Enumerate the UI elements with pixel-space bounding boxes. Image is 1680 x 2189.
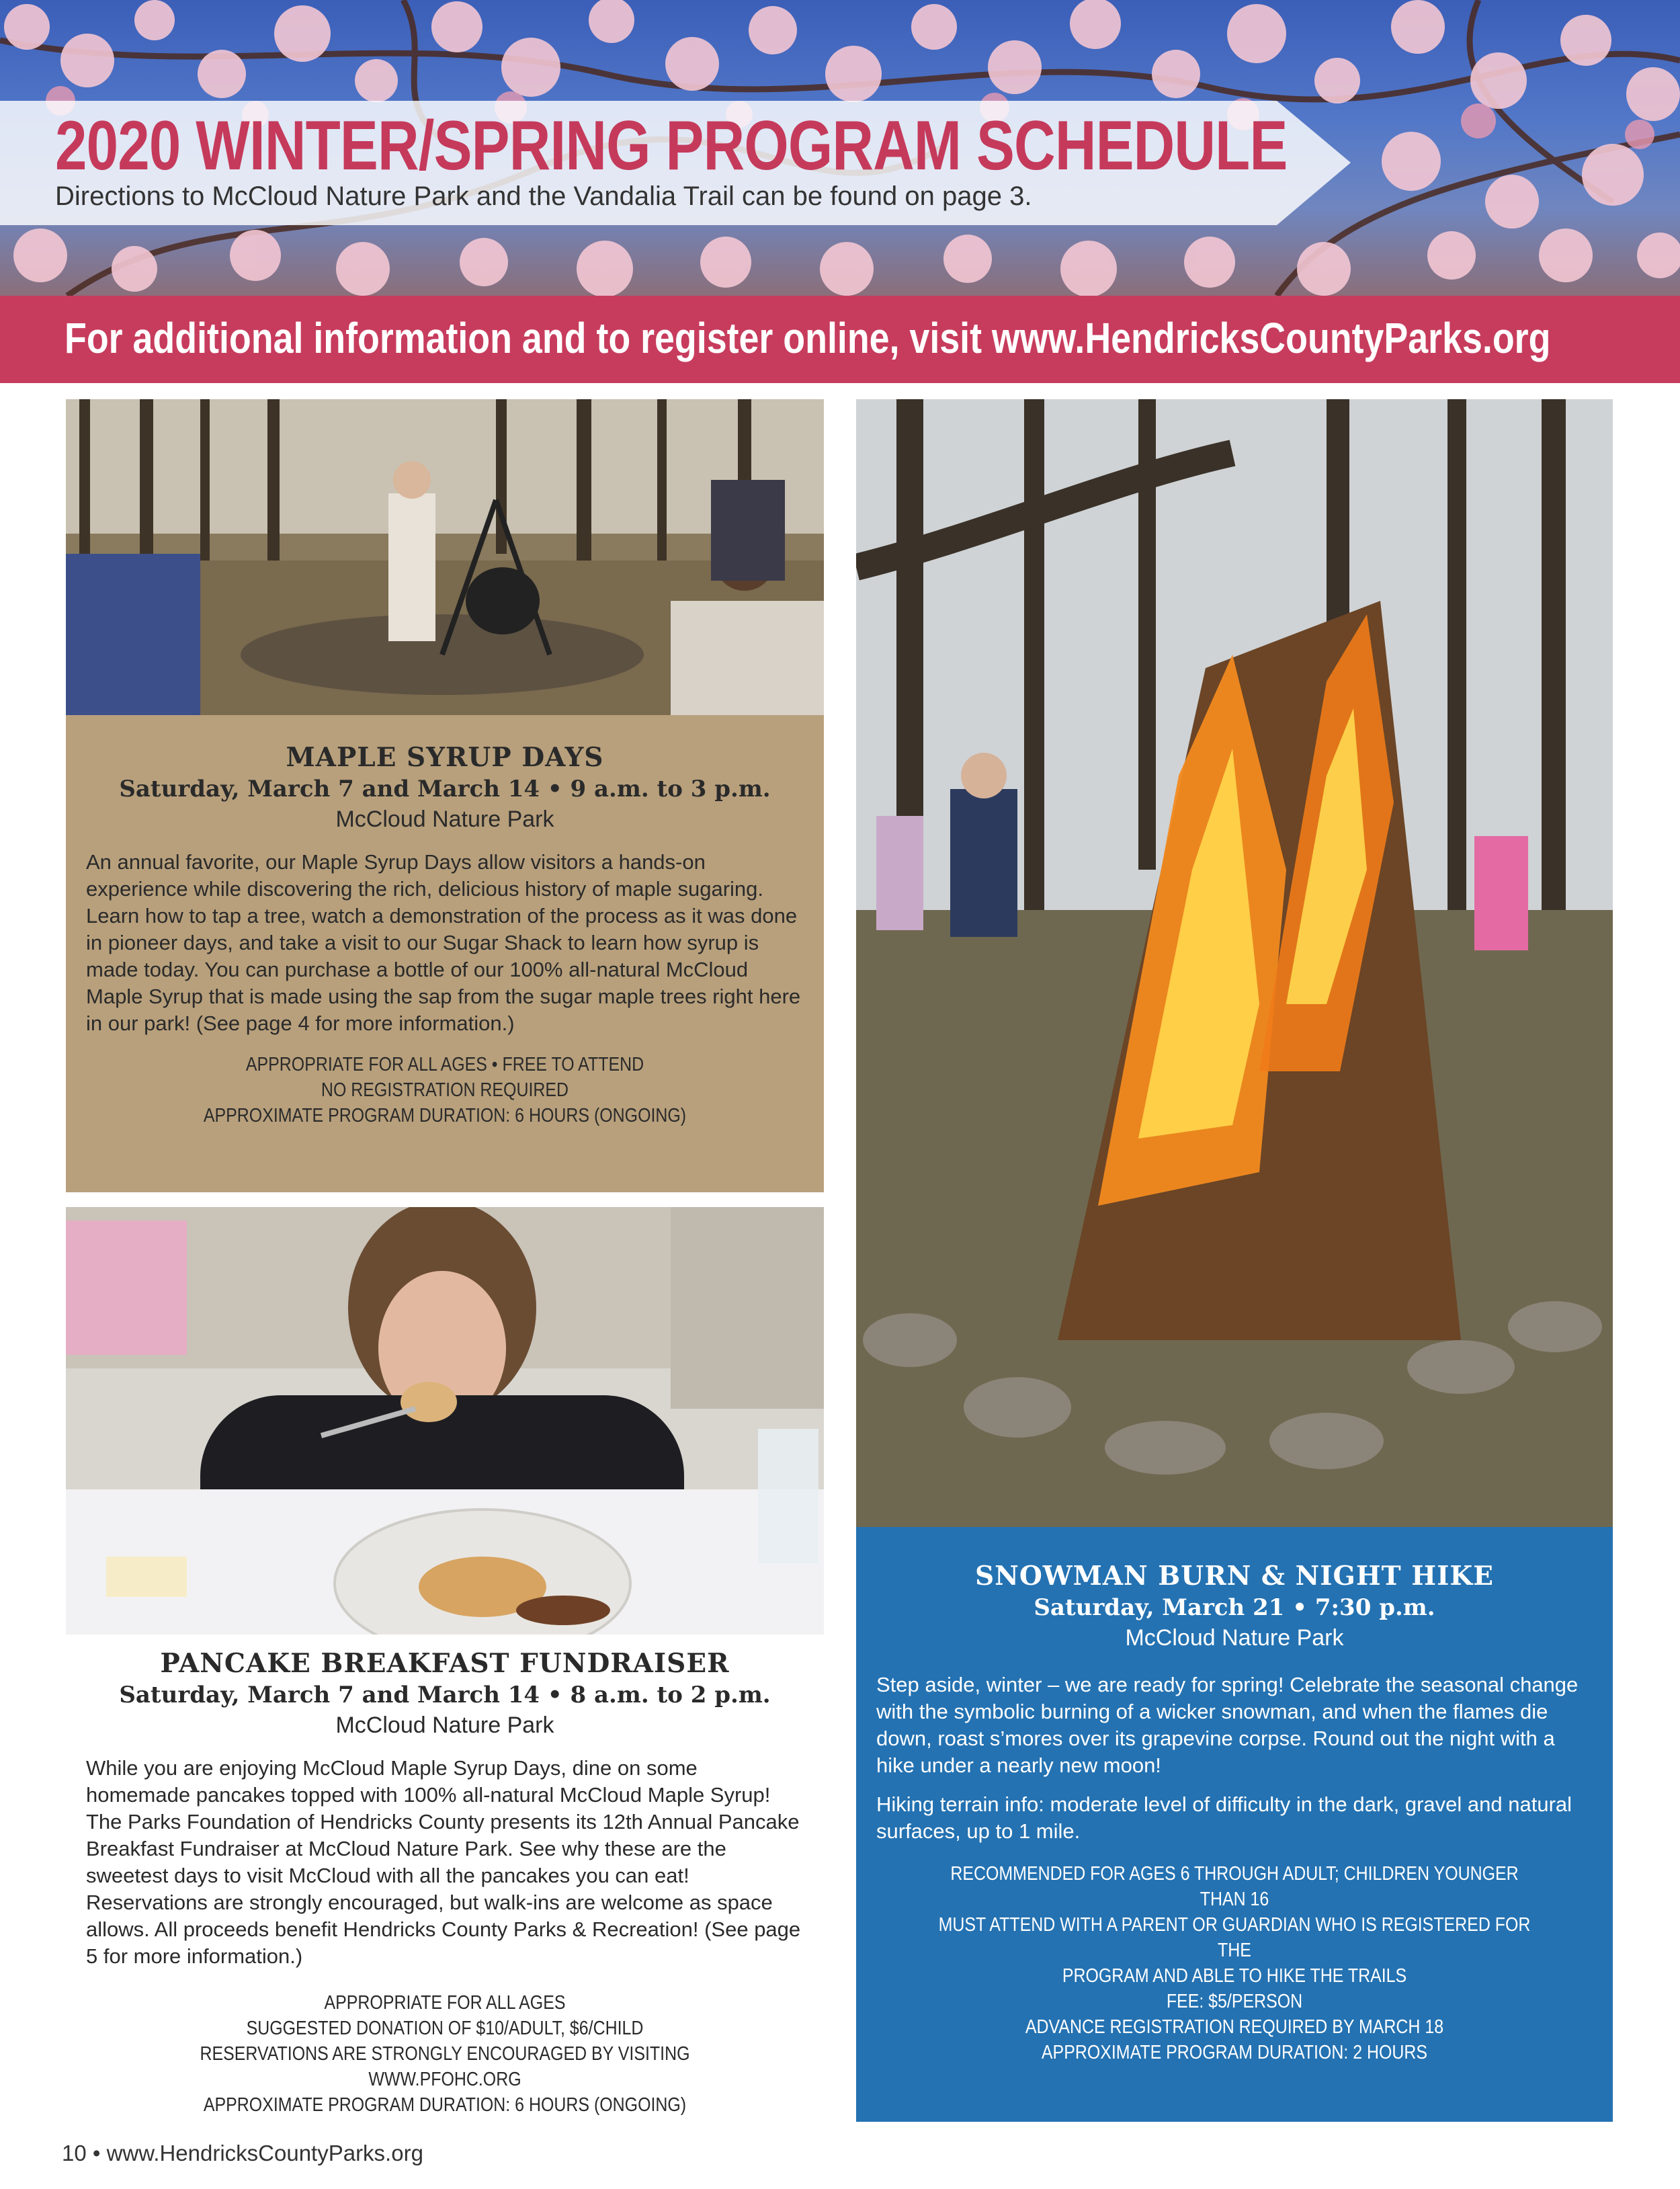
- pancake-notes: [86, 1990, 804, 2118]
- maple-syrup-note: APPROPRIATE FOR ALL AGES • FREE TO ATTEND: [245, 1054, 644, 1075]
- pancake-title: PANCAKE BREAKFAST FUNDRAISER: [160, 1648, 730, 1679]
- pancake-photo: [66, 1207, 824, 1635]
- snowman-burn-note: MUST ATTEND WITH A PARENT OR GUARDIAN WHO IS REGISTERED FOR THE: [938, 1914, 1531, 1961]
- pancake-note: APPROPRIATE FOR ALL AGES: [324, 1992, 566, 2014]
- maple-syrup-photo: [66, 399, 824, 715]
- maple-syrup-location: McCloud Nature Park: [335, 807, 554, 832]
- pancake-note: SUGGESTED DONATION OF $10/ADULT, $6/CHILD: [246, 2018, 644, 2039]
- page-title: 2020 WINTER/SPRING PROGRAM SCHEDULE: [55, 107, 1288, 185]
- pancake-location: McCloud Nature Park: [335, 1712, 554, 1738]
- maple-syrup-note: APPROXIMATE PROGRAM DURATION: 6 HOURS (ONGOING): [203, 1105, 687, 1126]
- snowman-burn-location: McCloud Nature Park: [1125, 1625, 1344, 1651]
- maple-syrup-note: NO REGISTRATION REQUIRED: [321, 1079, 569, 1101]
- snowman-burn-notes: [876, 1861, 1593, 2065]
- maple-syrup-notes: [86, 1052, 804, 1128]
- snowman-burn-note: PROGRAM AND ABLE TO HIKE THE TRAILS: [1062, 1965, 1407, 1987]
- snowman-burn-note: ADVANCE REGISTRATION REQUIRED BY MARCH 18: [1025, 2016, 1444, 2038]
- snowman-burn-terrain: Hiking terrain info: moderate level of difficulty in the dark, gravel and natural surfaces, up to 1 mile.: [876, 1792, 1572, 1843]
- snowman-burn-note: RECOMMENDED FOR AGES 6 THROUGH ADULT; CHILDREN YOUNGER THAN 16: [950, 1863, 1519, 1910]
- snowman-burn-description: Step aside, winter – we are ready for spring! Celebrate the seasonal change with the symbolic burning of a wicker snowman, and when the flames die down, roast s’mores over its grapevine corpse. Round out the night with a hike under a nearly new moon!: [876, 1673, 1579, 1777]
- page-footer: 10 • www.HendricksCountyParks.org: [62, 2141, 423, 2165]
- pancake-note: APPROXIMATE PROGRAM DURATION: 6 HOURS (ONGOING): [203, 2094, 687, 2116]
- snowman-burn-title: SNOWMAN BURN & NIGHT HIKE: [975, 1561, 1494, 1592]
- pancake-card: [66, 1640, 824, 2137]
- snowman-burn-note: FEE: $5/PERSON: [1166, 1991, 1303, 2012]
- pancake-note: RESERVATIONS ARE STRONGLY ENCOURAGED BY VISITING WWW.PFOHC.ORG: [200, 2043, 690, 2090]
- maple-syrup-card: [66, 715, 824, 1192]
- page-subtitle: Directions to McCloud Nature Park and the Vandalia Trail can be found on page 3.: [55, 181, 1032, 211]
- maple-syrup-description: An annual favorite, our Maple Syrup Days allow visitors a hands-on experience while discovering the rich, delicious history of maple sugaring. Learn how to tap a tree, watch a demonstration of the process as it was done in pioneer days, and take a visit to our Sugar Shack to learn how syrup is made today. You can purchase a bottle of our 100% all-natural McCloud Maple Syrup that is made using the sap from the sugar maple trees right here in our park! (See page 4 for more information.): [86, 850, 801, 1035]
- snowman-burn-note: APPROXIMATE PROGRAM DURATION: 2 HOURS: [1041, 2042, 1428, 2063]
- pancake-description: While you are enjoying McCloud Maple Syrup Days, dine on some homemade pancakes topped with 100% all-natural McCloud Maple Syrup! The Parks Foundation of Hendricks County presents its 12th Annual Pancake Breakfast Fundraiser at McCloud Nature Park. See why these are the sweetest days to visit McCloud with all the pancakes you can eat! Reservations are strongly encouraged, but walk-ins are welcome as space allows. All proceeds benefit Hendricks County Parks & Recreation! (See page 5 for more information.): [86, 1756, 801, 1968]
- pancake-date: Saturday, March 7 and March 14 • 8 a.m. to 2 p.m.: [119, 1682, 771, 1708]
- snowman-burn-photo: [856, 399, 1613, 1527]
- snowman-burn-date: Saturday, March 21 • 7:30 p.m.: [1034, 1594, 1435, 1621]
- registration-link-text[interactable]: For additional information and to register online, visit www.HendricksCountyParks.org: [65, 314, 1551, 362]
- maple-syrup-title: MAPLE SYRUP DAYS: [286, 742, 604, 773]
- snowman-burn-card: [856, 1527, 1613, 2122]
- maple-syrup-date: Saturday, March 7 and March 14 • 9 a.m. to 3 p.m.: [119, 776, 771, 802]
